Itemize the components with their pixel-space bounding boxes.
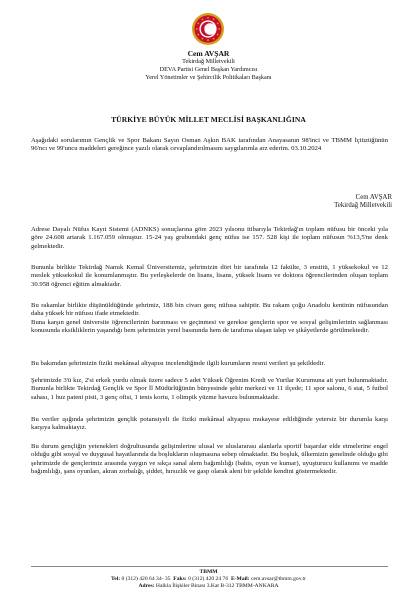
footer-contact: [0, 576, 417, 583]
body-paragraph: [31, 302, 388, 336]
address-value: Halkla İlişkiler Binası 3.Kat B-312 TBMM-ANKARA: [155, 583, 279, 589]
body-paragraph: [31, 443, 388, 477]
paragraph-text: Şehrimizde 3'ü kız, 2'si erkek yurdu olmak üzere sadece 5 adet Yüksek Öğrenim Kredi ve Yurtlar Kurumuna ait yurt bulunmaktadır. Bununla birlikte Tekirdağ Gençlik ve Spor İl Müdürlüğünün bünyesinde şehir merkezi ve 11 ilçede; 11 spor salonu, 6 stat, 5 futbol sahası, 1 buz pateni pisti, 3 genç ofisi, 1 tenis kortu, 1 olimpik yüzme havuzu bulunmaktadır.: [31, 377, 388, 401]
footer-divider: [31, 566, 388, 567]
intro-text: Aşağıdaki sorularımın Gençlik ve Spor Bakanı Sayın Osman Aşkın BAK tarafından Anayasanın 98'inci ve TBMM İçtüzüğünün 96'ncı ve 99'uncu maddeleri gereğince yazılı olarak cevaplandırılmasını saygılarımla arz ederim. 03.10.2024: [31, 137, 388, 153]
signature-name: Cem AVŞAR: [355, 194, 392, 201]
intro-paragraph: [31, 137, 388, 154]
document-title: TÜRKİYE BÜYÜK MİLLET MECLİSİ BAŞKANLIĞINA: [111, 115, 306, 124]
footer-address: [0, 583, 417, 590]
email-label: E-Mail:: [230, 576, 250, 582]
fax-value: 0 (312) 420 24 76: [188, 576, 229, 582]
paragraph-text: Bununla birlikte Tekirdağ Namık Kemal Üniversitemiz, şehrimizin dört bir tarafında 12 fakülte, 3 enstitü, 1 yüksekokul ve 12 meslek yüksekokul ile konumlanmıştır. Bu yerleşkelerde ön lisans, lisans, yüksek lisans ve doktora öğrencilerinden oluşan toplam 30.958 öğrenci eğitim almaktadır.: [31, 264, 388, 288]
body-paragraph: [31, 377, 388, 402]
body-paragraph: [31, 360, 388, 368]
mp-name: Cem AVŞAR: [187, 49, 230, 58]
footer-org: TBMM: [199, 569, 218, 575]
paragraph-text: Bu durum gençliğin yetenekleri doğrultusunda gelişimlerine ulusal ve uluslararası alanlarla sportif başarılar elde etmelerine engel olduğu gibi sosyal ve duygusal hayatlarında da boşlukların oluşmasına sebep olmaktadır. Bu boşluk, ülkemizin genelinde olduğu gibi şehrimizde de gençlerimiz arasında yaygın ve sıkça sanal alem bağımlılığı (bahis, oyun ve kumar), uyuşturucu kullanımı ve madde bağımlılığı, şans oyunları, akran zorbalığı, şiddet, hırsızlık ve gasp olarak aleni bir şekilde kendini göstermektedir.: [31, 443, 388, 476]
paragraph-text: Bu rakamlar birlikte düşünüldüğünde şehrimiz, 188 bin civarı genç nüfusa sahiptir. Bu rakam çoğu Anadolu kentinin nüfusundan daha yüksek bir nüfusu ifade etmektedir.: [31, 302, 388, 318]
fax-label: Faks:: [173, 576, 187, 582]
mp-constituency: Tekirdağ Milletvekili: [182, 58, 235, 65]
email-value[interactable]: cem.avsar@tbmm.gov.tr: [251, 576, 306, 582]
phone-label: Tel:: [111, 576, 121, 582]
paragraph-text: Bu bakımdan şehrimizin fiziki mekânsal altyapısı incelendiğinde ilgili kurumların resmi verileri şu şekildedir.: [31, 360, 325, 367]
paragraph-text: Buna karşın genel üniversite öğrencilerinin barınması ve geçinmesi ve gerekse gençlerin spor ve sosyal gelişimlerinin sağlanması konusunda eksikliklerin yaşandığı hem şehrimizin yerel basınında hem de tarafıma ulaşan talep ve şikâyetlerde görülmektedir.: [31, 318, 388, 335]
paragraph-text: Adrese Dayalı Nüfus Kayıt Sistemi (ADNKS) sonuçlarına göre 2023 yılsonu itibarıyla Tekirdağ'ın toplam nüfusu bir önceki yıla göre 24.608 artarak 1.167.059 olmuştur. 15-24 yaş grubundaki genç nüfus ise 157. 528 kişi ile toplam nüfusun %13,5'ne denk gelmektedir.: [31, 226, 388, 250]
signature-role: Tekirdağ Milletvekili: [334, 202, 392, 209]
body-paragraph: [31, 416, 388, 433]
body-paragraph: [31, 264, 388, 289]
paragraph-text: Bu veriler ışığında şehrimizin gençlik potansiyeli ile fiziki mekânsal altyapısı mukayese edildiğinde yetersiz bir durumla karşı karşıya kalmaktayız.: [31, 416, 388, 432]
address-label: Adres:: [138, 583, 155, 589]
mp-policy-role: Yerel Yönetimler ve Şehircilik Politikaları Başkanı: [145, 74, 272, 81]
body-paragraph: [31, 226, 388, 251]
phone-value: 0 (312) 420 64 34- 35: [121, 576, 171, 582]
mp-party-role: DEVA Partisi Genel Başkan Yardımcısı: [159, 66, 258, 73]
party-emblem-icon: [191, 12, 225, 46]
